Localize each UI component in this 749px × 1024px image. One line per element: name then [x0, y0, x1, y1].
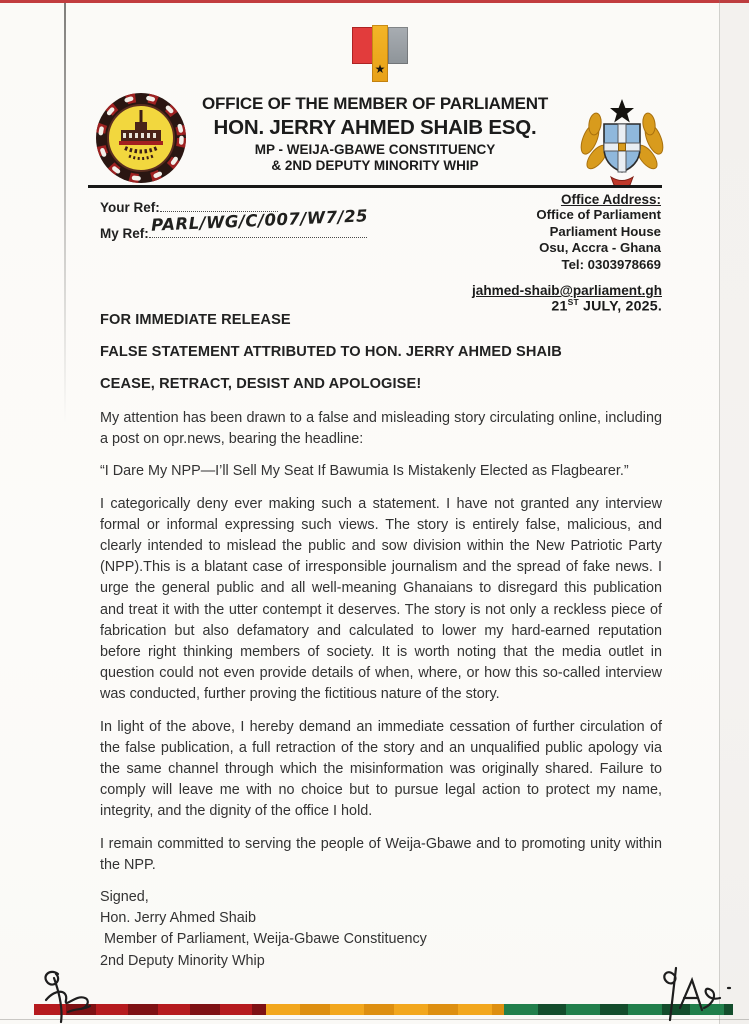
subject-title-line: FALSE STATEMENT ATTRIBUTED TO HON. JERRY AHMED SHAIB	[100, 344, 562, 360]
paragraph-demand: In light of the above, I hereby demand an immediate cessation of further circulation of the false publication, a full retraction of the story and an unqualified public apology via the same channel through which the misinformation was originally shared. Failure to comply will leave me with no choice but to pursue legal action to protect my name, integrity, and the dignity of the office I hold.	[100, 718, 662, 820]
reference-block	[100, 199, 367, 251]
office-address-line: Parliament House	[549, 223, 661, 239]
headline-quote: “I Dare My NPP—I’ll Sell My Seat If Bawumia Is Mistakenly Elected as Flagbearer.”	[100, 463, 629, 480]
demand-line: CEASE, RETRACT, DESIST AND APOLOGISE!	[100, 376, 422, 392]
scan-right-edge-line	[719, 0, 720, 1024]
parliament-of-ghana-seal-icon	[95, 92, 187, 189]
office-address-block	[536, 192, 661, 273]
scan-top-edge-line	[0, 0, 749, 3]
office-address-heading: Office Address:	[560, 192, 661, 207]
email-address: jahmed-shaib@parliament.gh	[471, 283, 662, 298]
office-title: OFFICE OF THE MEMBER OF PARLIAMENT	[201, 94, 549, 113]
office-address-line: Osu, Accra - Ghana	[539, 240, 661, 256]
black-star-icon: ★	[374, 62, 386, 76]
constituency-line: MP - WEIJA-GBAWE CONSTITUENCY	[254, 142, 496, 157]
footer-flag-bar	[34, 1004, 733, 1015]
signatory-role-mp: Member of Parliament, Weija-Gbawe Constituency	[104, 931, 427, 948]
ribbon-gray-panel	[388, 27, 408, 64]
handwritten-initials-left	[28, 964, 128, 1024]
paragraph-intro: My attention has been drawn to a false and misleading story circulating online, including a post on opr.news, bearing the headline:	[100, 410, 662, 448]
letterhead-title-block	[188, 94, 562, 173]
scan-left-edge-line	[64, 3, 66, 423]
letterhead-divider-rule	[88, 185, 662, 188]
paragraph-denial: I categorically deny ever making such a statement. I have not granted any interview formal or informal expressing such views. The story is entirely false, malicious, and clearly intended to mislead the public and sow division within the New Patriotic Party (NPP).This is a blatant case of irresponsible journalism and the spread of fake news. I urge the general public and all well-meaning Ghanaians to disregard this publication and treat it with the utter contempt it deserves. The story is not only a reckless piece of fabrication but also defamatory and calculated to lower my hard-earned reputation before right thinking members of society. It is worth noting that the media outlet in question could not even provide details of when, where, or how this so-called interview was conducted, further proving the fictitious nature of the story.	[100, 495, 662, 703]
date-rest: JULY, 2025.	[578, 298, 662, 315]
date-day: 21	[551, 298, 568, 315]
letter-body	[100, 312, 662, 972]
signature-block	[100, 887, 662, 972]
ghana-flag-ribbon-icon	[352, 25, 408, 83]
my-ref-line	[149, 206, 369, 238]
mp-name: HON. JERRY AHMED SHAIB ESQ.	[213, 116, 537, 139]
office-address-phone: Tel: 0303978669	[561, 256, 661, 272]
signatory-name: Hon. Jerry Ahmed Shaib	[100, 910, 256, 927]
contact-date-block	[472, 283, 662, 315]
signatory-role-whip: 2nd Deputy Minority Whip	[100, 952, 265, 969]
office-address-line: Office of Parliament	[536, 207, 661, 222]
signed-label: Signed,	[100, 889, 149, 906]
ghana-coat-of-arms-icon	[573, 97, 671, 192]
footer-bar-gold-segment	[266, 1004, 504, 1015]
paragraph-commitment: I remain committed to serving the people of Weija-Gbawe and to promoting unity within the NPP.	[100, 835, 662, 873]
release-line: FOR IMMEDIATE RELEASE	[100, 312, 291, 328]
ribbon-gold-band	[372, 25, 388, 82]
my-ref-label: My Ref:	[100, 226, 149, 241]
date-ordinal: ST	[567, 297, 579, 307]
handwritten-initials-right	[648, 960, 743, 1024]
whip-line: & 2ND DEPUTY MINORITY WHIP	[271, 158, 479, 173]
my-ref-handwritten-value: PARL/WG/C/007/W7/25	[150, 206, 369, 235]
your-ref-label: Your Ref:	[100, 200, 160, 215]
scan-right-shade	[720, 0, 749, 1024]
ribbon-red-panel	[352, 27, 373, 64]
